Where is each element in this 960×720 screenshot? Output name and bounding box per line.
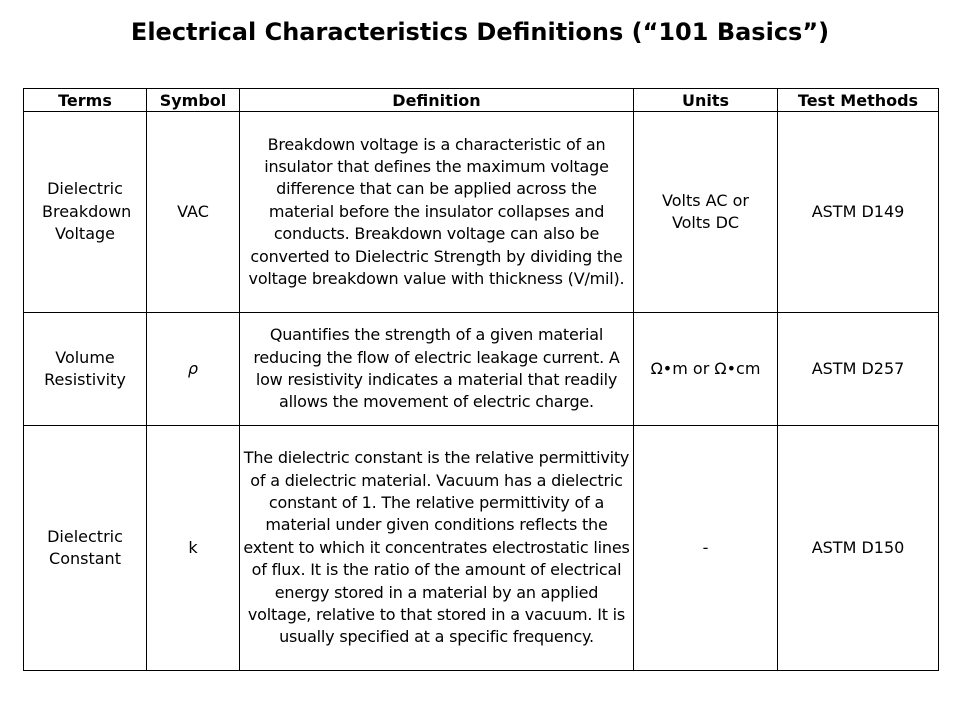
- test-method-cell: ASTM D150: [778, 426, 939, 671]
- units-cell: Volts AC or Volts DC: [634, 112, 778, 313]
- table-header-row: [24, 89, 939, 112]
- table-row: [24, 112, 939, 313]
- test-method-cell: ASTM D257: [778, 313, 939, 426]
- table-row: [24, 313, 939, 426]
- definition-cell: The dielectric constant is the relative permittivity of a dielectric material. Vacuum has a dielectric constant of 1. The relative permittivity of a material under given conditions reflects the extent to which it concentrates electrostatic lines of flux. It is the ratio of the amount of electrical energy stored in a material by an applied voltage, relative to that stored in a vacuum. It is usually specified at a specific frequency.: [240, 426, 634, 671]
- symbol-cell: ρ: [147, 313, 240, 426]
- header-test-methods: Test Methods: [778, 89, 939, 112]
- symbol-cell: VAC: [147, 112, 240, 313]
- term-cell: Dielectric Constant: [24, 426, 147, 671]
- table-row: [24, 426, 939, 671]
- characteristics-table: [23, 88, 939, 671]
- symbol-cell: k: [147, 426, 240, 671]
- term-cell: Volume Resistivity: [24, 313, 147, 426]
- definition-cell: Breakdown voltage is a characteristic of an insulator that defines the maximum voltage difference that can be applied across the material before the insulator collapses and conducts. Breakdown voltage can also be converted to Dielectric Strength by dividing the voltage breakdown value with thickness (V/mil).: [240, 112, 634, 313]
- definition-cell: Quantifies the strength of a given material reducing the flow of electric leakage current. A low resistivity indicates a material that readily allows the movement of electric charge.: [240, 313, 634, 426]
- units-cell: Ω•m or Ω•cm: [634, 313, 778, 426]
- header-units: Units: [634, 89, 778, 112]
- header-terms: Terms: [24, 89, 147, 112]
- test-method-cell: ASTM D149: [778, 112, 939, 313]
- page-title: Electrical Characteristics Definitions (“101 Basics”): [130, 18, 830, 46]
- term-cell: Dielectric Breakdown Voltage: [24, 112, 147, 313]
- header-definition: Definition: [240, 89, 634, 112]
- header-symbol: Symbol: [147, 89, 240, 112]
- units-cell: -: [634, 426, 778, 671]
